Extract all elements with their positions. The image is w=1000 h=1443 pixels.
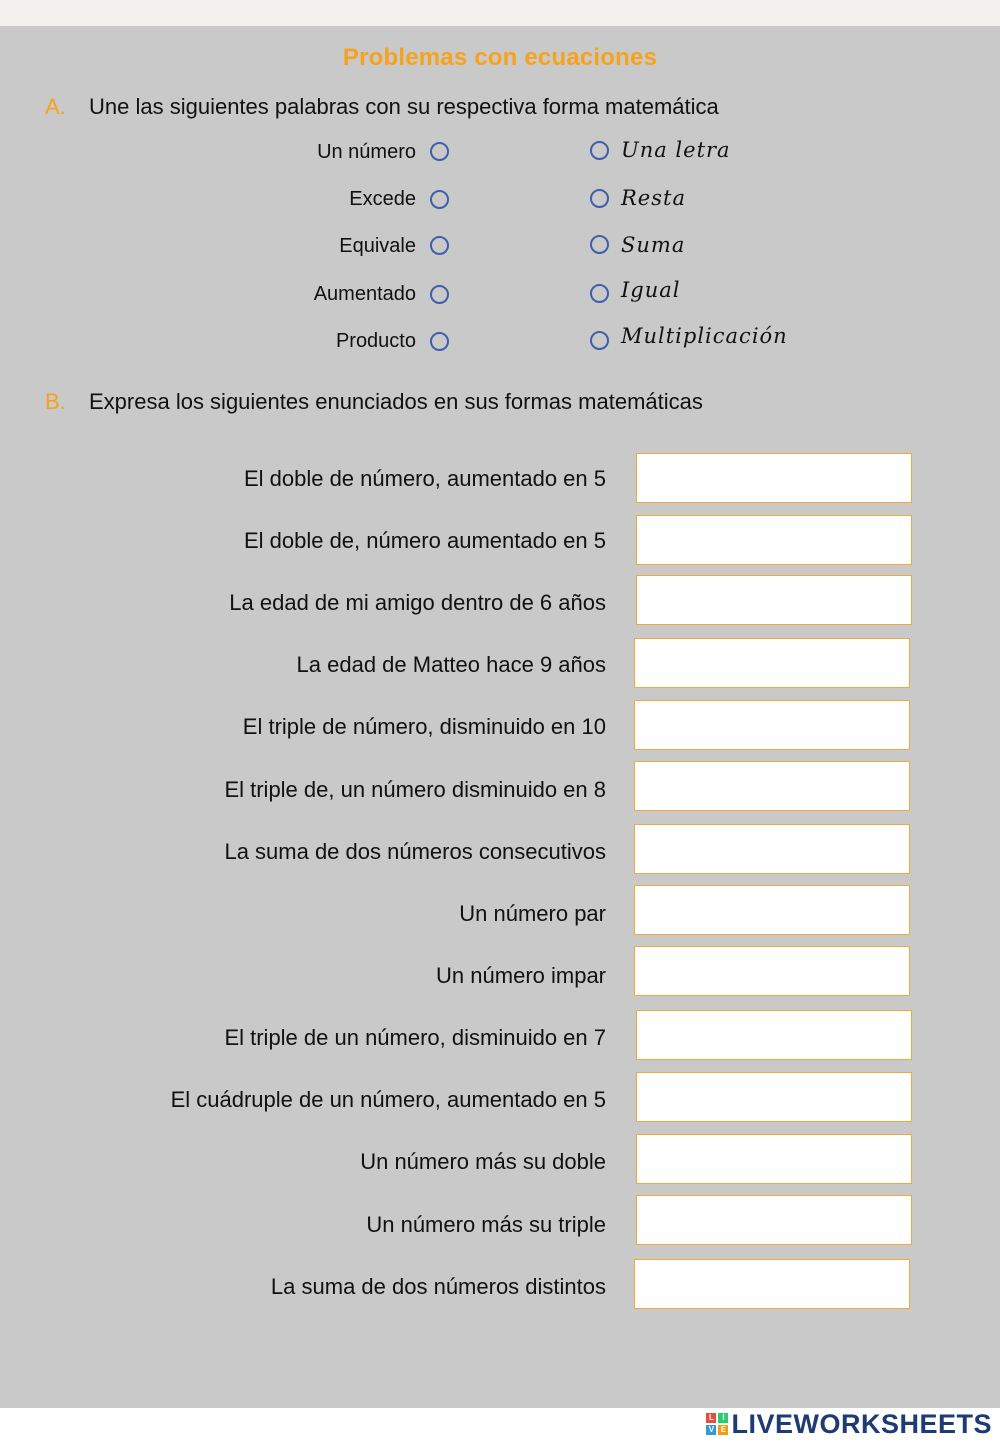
section-b-instruction: Expresa los siguientes enunciados en sus formas matemáticas: [89, 389, 703, 414]
match-left-dot-2[interactable]: [430, 190, 449, 209]
answer-input-1[interactable]: [636, 453, 912, 503]
answer-input-5[interactable]: [634, 700, 910, 750]
match-right-dot-3[interactable]: [590, 235, 609, 254]
statement-6: El triple de, un número disminuido en 8: [224, 777, 606, 802]
answer-input-14[interactable]: [634, 1259, 910, 1309]
statement-4: La edad de Matteo hace 9 años: [296, 652, 606, 677]
answer-input-3[interactable]: [636, 575, 912, 625]
match-left-dot-1[interactable]: [430, 142, 449, 161]
answer-input-8[interactable]: [634, 885, 910, 935]
match-right-label-4: Igual: [621, 278, 681, 302]
match-left-label-4: Aumentado: [313, 283, 416, 305]
match-right-dot-2[interactable]: [590, 189, 609, 208]
statement-9: Un número impar: [436, 963, 606, 988]
answer-input-6[interactable]: [634, 761, 910, 811]
match-right-label-5: Multiplicación: [621, 324, 788, 348]
match-right-label-3: Suma: [621, 233, 686, 257]
answer-input-9[interactable]: [634, 946, 910, 996]
match-left-dot-3[interactable]: [430, 236, 449, 255]
statement-1: El doble de número, aumentado en 5: [243, 466, 606, 491]
match-left-label-3: Equivale: [339, 235, 416, 257]
logo-tile-v: V: [706, 1425, 716, 1435]
section-a-heading: [45, 94, 719, 120]
answer-input-4[interactable]: [634, 638, 910, 688]
logo-tile-l: L: [706, 1413, 716, 1423]
statement-11: El cuádruple de un número, aumentado en 5: [170, 1087, 606, 1112]
statement-2: El doble de, número aumentado en 5: [243, 528, 606, 553]
answer-input-13[interactable]: [636, 1195, 912, 1245]
answer-input-12[interactable]: [636, 1134, 912, 1184]
statement-8: Un número par: [459, 901, 606, 926]
section-a-letter: A.: [45, 94, 66, 119]
statement-5: El triple de número, disminuido en 10: [242, 714, 606, 739]
logo-tile-e: E: [718, 1425, 728, 1435]
logo-tile-i: I: [718, 1413, 728, 1423]
section-b-heading: [45, 389, 703, 415]
answer-input-2[interactable]: [636, 515, 912, 565]
match-left-label-2: Excede: [349, 188, 416, 210]
answer-input-10[interactable]: [636, 1010, 912, 1060]
statement-14: La suma de dos números distintos: [270, 1274, 606, 1299]
statement-3: La edad de mi amigo dentro de 6 años: [229, 590, 606, 615]
match-left-label-5: Producto: [335, 330, 416, 352]
match-left-dot-4[interactable]: [430, 285, 449, 304]
section-b-letter: B.: [45, 389, 66, 414]
liveworksheets-logo-text: LIVEWORKSHEETS: [731, 1408, 992, 1439]
match-right-label-2: Resta: [621, 186, 686, 210]
match-right-label-1: Una letra: [621, 138, 731, 162]
match-left-dot-5[interactable]: [430, 332, 449, 351]
answer-input-11[interactable]: [636, 1072, 912, 1122]
statement-12: Un número más su doble: [360, 1149, 606, 1174]
worksheet-title: Problemas con ecuaciones: [342, 44, 658, 71]
liveworksheets-logo-icon: [706, 1413, 728, 1435]
match-right-dot-1[interactable]: [590, 141, 609, 160]
section-a-instruction: Une las siguientes palabras con su respectiva forma matemática: [89, 94, 719, 119]
match-right-dot-5[interactable]: [590, 331, 609, 350]
match-right-dot-4[interactable]: [590, 284, 609, 303]
match-left-label-1: Un número: [317, 141, 416, 163]
liveworksheets-logo: [706, 1408, 992, 1440]
statement-10: El triple de un número, disminuido en 7: [224, 1025, 606, 1050]
answer-input-7[interactable]: [634, 824, 910, 874]
statement-13: Un número más su triple: [366, 1212, 606, 1237]
top-decorative-band: [0, 0, 1000, 26]
statement-7: La suma de dos números consecutivos: [224, 839, 606, 864]
